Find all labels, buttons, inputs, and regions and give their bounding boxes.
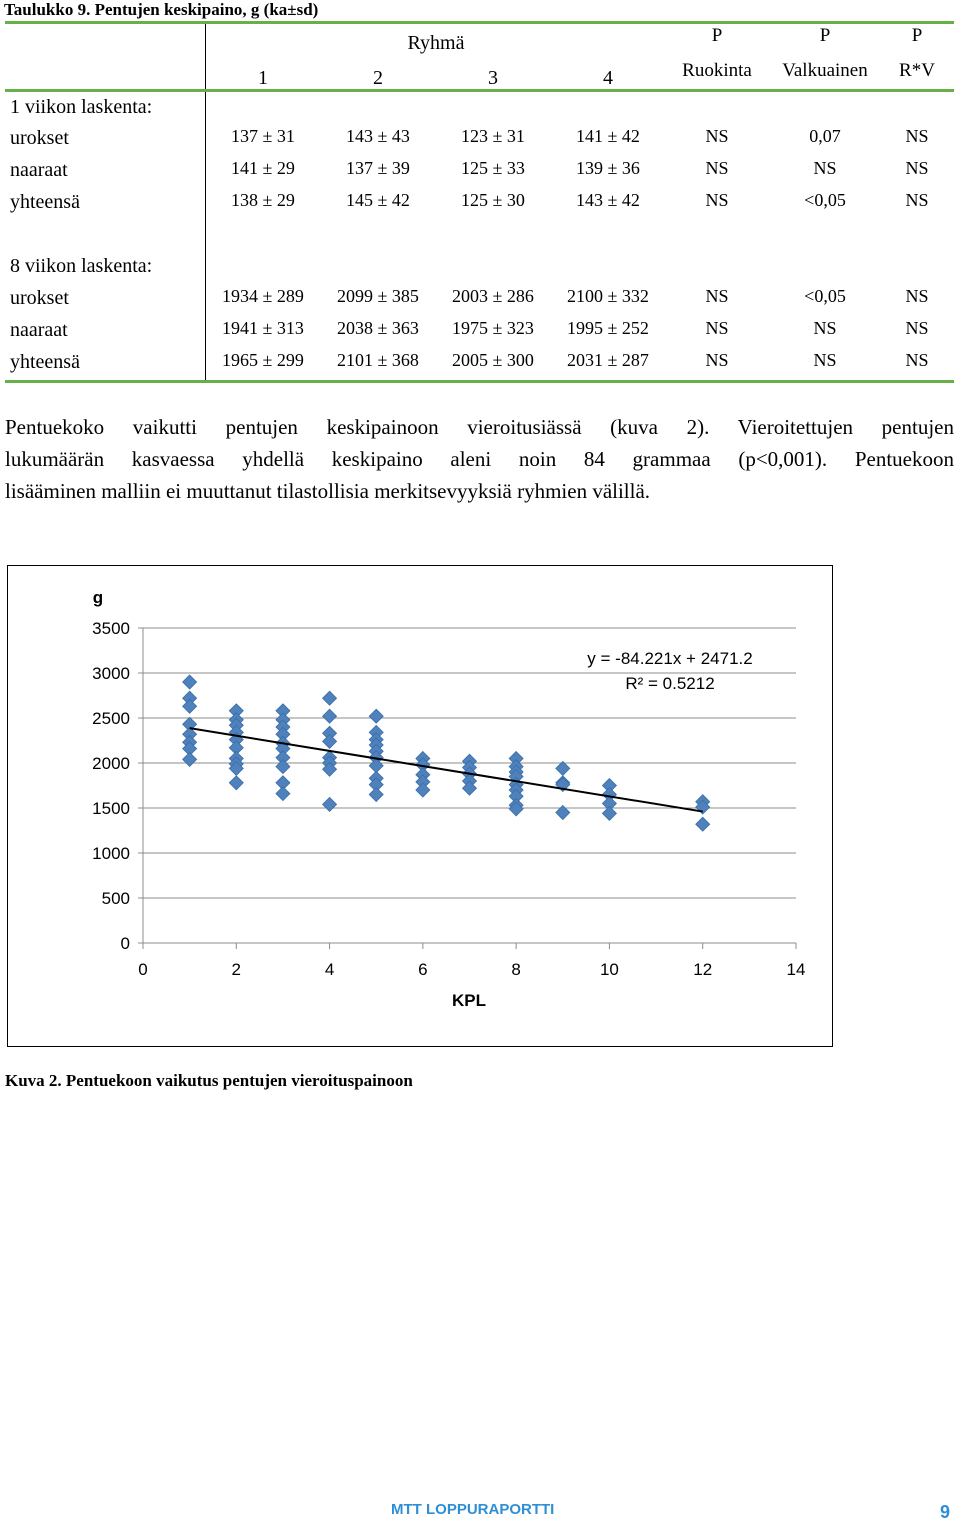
- table-cell: 2100 ± 332: [567, 286, 649, 306]
- table-cell: 1941 ± 313: [222, 318, 304, 338]
- data-point: [183, 752, 197, 766]
- row-label: naaraat: [10, 319, 68, 341]
- table-cell: 1934 ± 289: [222, 286, 304, 306]
- table-cell: 0,07: [809, 126, 841, 146]
- table-cell: 145 ± 42: [346, 190, 410, 210]
- table-cell: 2005 ± 300: [452, 350, 534, 370]
- x-tick-label: 2: [231, 960, 242, 979]
- table-cell: 2099 ± 385: [337, 286, 419, 306]
- table-cell: 137 ± 31: [231, 126, 295, 146]
- table-cell: 143 ± 43: [346, 126, 410, 146]
- chart-x-ticks: [138, 943, 805, 979]
- table-cell: NS: [705, 126, 729, 146]
- y-tick-label: 1000: [92, 844, 130, 863]
- table-cell: NS: [813, 158, 837, 178]
- trend-equation: y = -84.221x + 2471.2: [587, 649, 753, 668]
- paragraph-line: lukumäärän kasvaessa yhdellä keskipaino aleni noin 84 grammaa (p<0,001). Pentuekoon: [5, 447, 954, 471]
- table-cell: NS: [905, 190, 929, 210]
- group-col-2: 2: [373, 67, 383, 89]
- trendline: [190, 728, 703, 811]
- table-bottom-rule: [5, 380, 954, 383]
- x-tick-label: 12: [693, 960, 713, 979]
- x-tick-label: 14: [786, 960, 806, 979]
- data-point: [416, 783, 430, 797]
- table-label-divider: [205, 24, 206, 381]
- data-point: [323, 797, 337, 811]
- p-label-rv: P: [911, 25, 923, 46]
- trend-r2: R² = 0.5212: [625, 674, 715, 693]
- table-cell: NS: [813, 350, 837, 370]
- table-cell: 2031 ± 287: [567, 350, 649, 370]
- data-point: [369, 709, 383, 723]
- data-point: [276, 760, 290, 774]
- row-label: urokset: [10, 287, 69, 309]
- chart-frame: [7, 565, 833, 1047]
- table-cell: 123 ± 31: [461, 126, 525, 146]
- table-cell: 139 ± 36: [576, 158, 640, 178]
- group-col-1: 1: [258, 67, 268, 89]
- table-cell: NS: [905, 158, 929, 178]
- paragraph-line: lisääminen malliin ei muuttanut tilastollisia merkitsevyyksiä ryhmien välillä.: [5, 479, 651, 503]
- table-cell: 125 ± 33: [461, 158, 525, 178]
- x-tick-label: 0: [138, 960, 148, 979]
- y-tick-label: 3000: [92, 664, 130, 683]
- table-cell: 2038 ± 363: [337, 318, 419, 338]
- x-tick-label: 10: [599, 960, 619, 979]
- table-cell: NS: [705, 190, 729, 210]
- table-cell: 143 ± 42: [576, 190, 640, 210]
- data-point: [183, 675, 197, 689]
- table-cell: NS: [813, 318, 837, 338]
- x-tick-label: 6: [418, 960, 428, 979]
- group-col-4: 4: [603, 67, 613, 89]
- table-cell: NS: [905, 350, 929, 370]
- table-header-rule: [5, 89, 954, 92]
- data-point: [323, 709, 337, 723]
- chart-y-ticks: [92, 619, 143, 953]
- table-cell: 138 ± 29: [231, 190, 295, 210]
- data-point: [369, 788, 383, 802]
- table-caption: Taulukko 9. Pentujen keskipaino, g (ka±sd): [4, 0, 319, 19]
- scatter-chart: [8, 566, 832, 1046]
- data-point: [229, 776, 243, 790]
- table-cell: NS: [705, 318, 729, 338]
- x-tick-label: 4: [324, 960, 335, 979]
- p-label-ruokinta: P: [711, 25, 723, 46]
- table-cell: 125 ± 30: [461, 190, 525, 210]
- table-cell: 2101 ± 368: [337, 350, 419, 370]
- y-tick-label: 0: [120, 934, 130, 953]
- y-tick-label: 3500: [92, 619, 130, 638]
- p-col-valkuainen: Valkuainen: [782, 60, 868, 81]
- data-point: [369, 759, 383, 773]
- table-cell: 141 ± 29: [231, 158, 295, 178]
- table-top-rule: [5, 21, 954, 24]
- table-cell: NS: [705, 286, 729, 306]
- table-cell: NS: [905, 286, 929, 306]
- footer-page-number: 9: [940, 1502, 951, 1522]
- data-point: [323, 691, 337, 705]
- section-title-week8: 8 viikon laskenta:: [10, 255, 153, 277]
- x-tick-label: 8: [511, 960, 521, 979]
- data-point: [183, 699, 197, 713]
- table-cell: <0,05: [804, 286, 846, 306]
- table-cell: 1975 ± 323: [452, 318, 534, 338]
- p-col-rv: R*V: [899, 60, 935, 81]
- table-cell: 1995 ± 252: [567, 318, 649, 338]
- group-header: Ryhmä: [407, 32, 465, 54]
- table-cell: 2003 ± 286: [452, 286, 534, 306]
- y-tick-label: 1500: [92, 799, 130, 818]
- y-tick-label: 2500: [92, 709, 130, 728]
- y-axis-label: g: [92, 588, 104, 607]
- table-cell: NS: [705, 158, 729, 178]
- table-cell: NS: [905, 126, 929, 146]
- data-point: [696, 817, 710, 831]
- section-title-week1: 1 viikon laskenta:: [10, 96, 153, 118]
- table-cell: 141 ± 42: [576, 126, 640, 146]
- p-col-ruokinta: Ruokinta: [682, 60, 752, 81]
- figure-caption: Kuva 2. Pentuekoon vaikutus pentujen vieroituspainoon: [5, 1071, 413, 1090]
- row-label: yhteensä: [10, 191, 80, 213]
- y-tick-label: 500: [101, 889, 130, 908]
- group-col-3: 3: [488, 67, 498, 89]
- y-tick-label: 2000: [92, 754, 130, 773]
- data-point: [276, 787, 290, 801]
- row-label: urokset: [10, 127, 69, 149]
- table-cell: 1965 ± 299: [222, 350, 304, 370]
- table-cell: NS: [705, 350, 729, 370]
- footer-report-title: MTT LOPPURAPORTTI: [391, 1501, 555, 1518]
- row-label: yhteensä: [10, 351, 80, 373]
- table-cell: NS: [905, 318, 929, 338]
- p-label-valkuainen: P: [819, 25, 831, 46]
- table-cell: 137 ± 39: [346, 158, 410, 178]
- data-point: [323, 734, 337, 748]
- row-label: naaraat: [10, 159, 68, 181]
- table-cell: <0,05: [804, 190, 846, 210]
- paragraph-line: Pentuekoko vaikutti pentujen keskipainoon vieroitusiässä (kuva 2). Vieroitettujen pentujen: [5, 415, 954, 439]
- x-axis-label: KPL: [452, 991, 486, 1010]
